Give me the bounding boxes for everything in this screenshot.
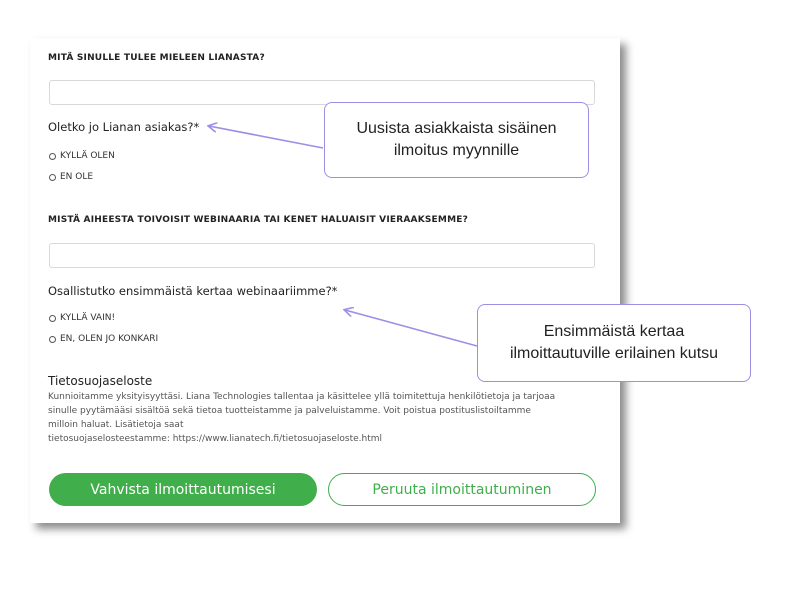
callout-line: ilmoitus myynnille <box>393 142 520 159</box>
radio-yes-customer-label: KYLLÄ OLEN <box>60 151 115 161</box>
question-liana-heading: MITÄ SINULLE TULEE MIELEEN LIANASTA? <box>48 53 265 63</box>
privacy-line: Kunnioitamme yksityisyyttäsi. Liana Technologies tallentaa ja käsittelee yllä toimitettuja henkilötietoja ja tarjoaa <box>48 392 556 402</box>
radio-first-time-no-label: EN, OLEN JO KONKARI <box>60 334 159 344</box>
callout-new-customers <box>324 102 589 178</box>
arrow-to-customer-question <box>209 126 323 148</box>
arrow-to-first-time-question <box>345 310 477 346</box>
callout-first-time-invite <box>477 304 751 382</box>
radio-not-customer-label: EN OLE <box>60 172 94 182</box>
cancel-registration-button[interactable]: Peruuta ilmoittautuminen <box>328 473 596 506</box>
privacy-line: tietosuojaselosteestamme: https://www.lianatech.fi/tietosuojaseloste.html <box>48 434 382 444</box>
callout-line: Uusista asiakkaista sisäinen <box>356 120 557 137</box>
callout-line: ilmoittautuville erilainen kutsu <box>509 345 719 362</box>
privacy-policy-title: Tietosuojaseloste <box>48 374 153 388</box>
customer-question-label: Oletko jo Lianan asiakas?* <box>48 120 200 134</box>
callout-line: Ensimmäistä kertaa <box>543 323 685 340</box>
question-webinar-topic-heading: MISTÄ AIHEESTA TOIVOISIT WEBINAARIA TAI KENET HALUAISIT VIERAAKSEMME? <box>48 215 468 225</box>
privacy-line: sinulle pyytämääsi sisältöä sekä tietoa tuotteistamme ja palveluistamme. Voit poistua postituslistoiltamme <box>48 406 531 416</box>
privacy-line: milloin haluat. Lisätietoja saat <box>48 420 184 430</box>
radio-first-time-yes-label: KYLLÄ VAIN! <box>60 313 116 323</box>
confirm-registration-button[interactable]: Vahvista ilmoittautumisesi <box>49 473 317 506</box>
first-time-question-label: Osallistutko ensimmäistä kertaa webinaariimme?* <box>48 284 338 298</box>
